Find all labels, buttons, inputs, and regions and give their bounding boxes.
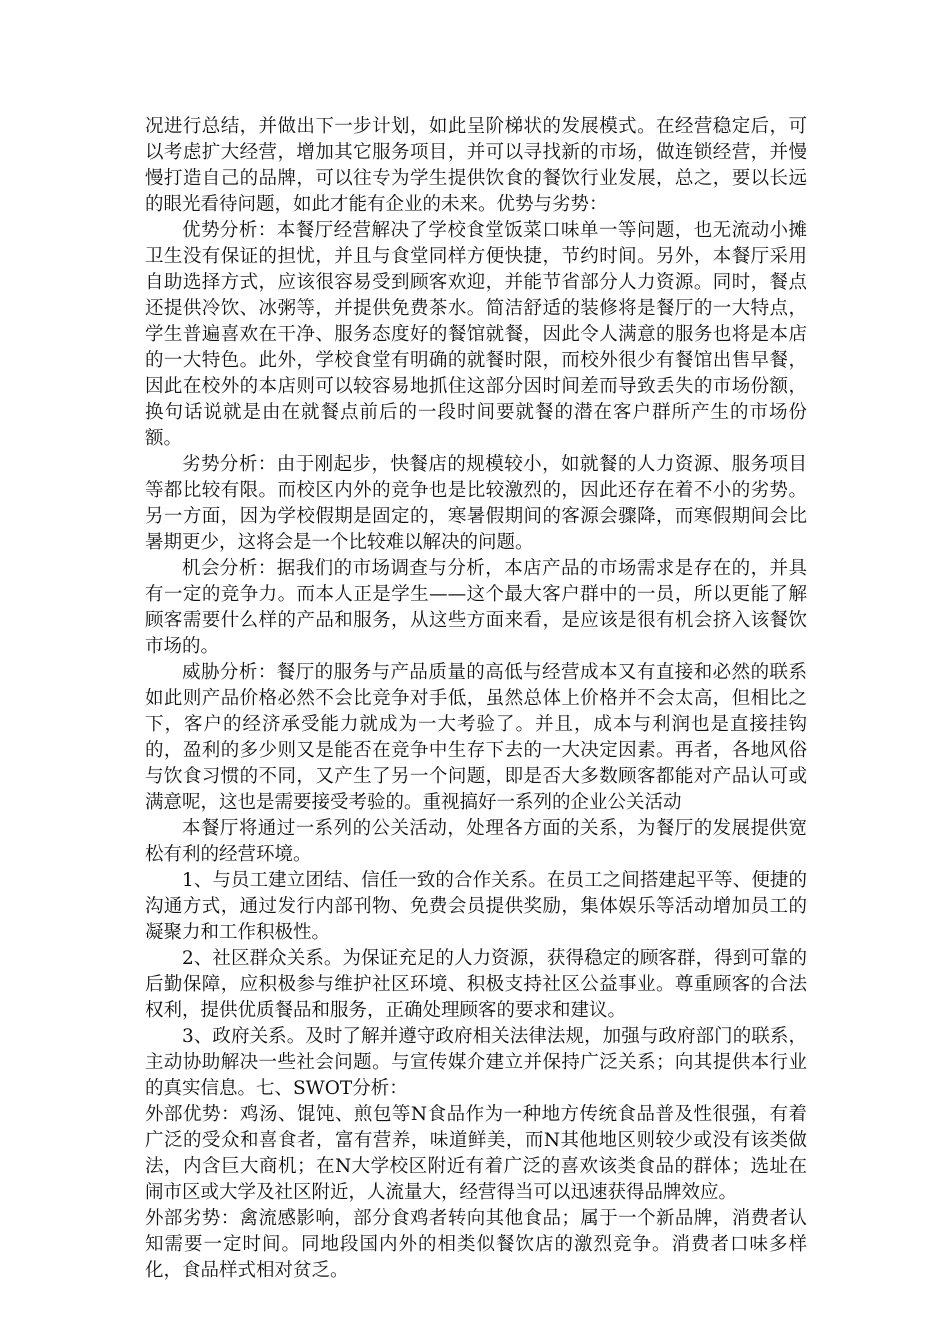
paragraph-government-relations: 3、政府关系。及时了解并遵守政府相关法律法规，加强与政府部门的联系，主动协助解决一些社会问题。与宣传媒介建立并保持广泛关系；向其提供本行业的真实信息。七、SWOT分析： (145, 1026, 807, 1099)
paragraph-community-relations: 2、社区群众关系。为保证充足的人力资源，获得稳定的顾客群，得到可靠的后勤保障，应积极参与维护社区环境、积极支持社区公益事业。尊重顾客的合法权利，提供优质餐品和服务，正确处理顾客的要求和建议。 (145, 948, 807, 1021)
paragraph-external-strengths: 外部优势：鸡汤、馄饨、煎包等N食品作为一种地方传统食品普及性很强，有着广泛的受众和喜食者，富有营养，味道鲜美，而N其他地区则较少或没有该类做法，内含巨大商机；在N大学校区附近有着广泛的喜欢该类食品的群体；选址在闹市区或大学及社区附近，人流量大，经营得当可以迅速获得品牌效应。 (145, 1104, 807, 1203)
paragraph-threat-analysis: 威胁分析：餐厅的服务与产品质量的高低与经营成本又有直接和必然的联系如此则产品价格必然不会比竞争对手低，虽然总体上价格并不会太高，但相比之下，客户的经济承受能力就成为一大考验了。并且，成本与利润也是直接挂钩的，盈利的多少则又是能否在竞争中生存下去的一大决定因素。再者，各地风俗与饮食习惯的不同，又产生了另一个问题，即是否大多数顾客都能对产品认可或满意呢，这也是需要接受考验的。重视搞好一系列的企业公关活动 (145, 662, 807, 813)
paragraph-external-weaknesses: 外部劣势：禽流感影响，部分食鸡者转向其他食品；属于一个新品牌，消费者认知需要一定时间。同地段国内外的相类似餐饮店的激烈竞争。消费者口味多样化，食品样式相对贫乏。 (145, 1208, 807, 1281)
paragraph-weakness-analysis: 劣势分析：由于刚起步，快餐店的规模较小，如就餐的人力资源、服务项目等都比较有限。而校区内外的竞争也是比较激烈的，因此还存在着不小的劣势。另一方面，因为学校假期是固定的，寒暑假期间的客源会骤降，而寒假期间会比暑期更少，这将会是一个比较难以解决的问题。 (145, 454, 807, 553)
paragraph-employee-relations: 1、与员工建立团结、信任一致的合作关系。在员工之间搭建起平等、便捷的沟通方式，通过发行内部刊物、免费会员提供奖励，集体娱乐等活动增加员工的凝聚力和工作积极性。 (145, 870, 807, 943)
paragraph-public-relations-intro: 本餐厅将通过一系列的公关活动，处理各方面的关系，为餐厅的发展提供宽松有利的经营环境。 (145, 818, 807, 865)
paragraph-strength-analysis: 优势分析：本餐厅经营解决了学校食堂饭菜口味单一等问题，也无流动小摊卫生没有保证的担忧，并且与食堂同样方便快捷，节约时间。另外，本餐厅采用自助选择方式，应该很容易受到顾客欢迎，并能节省部分人力资源。同时，餐点还提供冷饮、冰粥等，并提供免费茶水。简洁舒适的装修将是餐厅的一大特点，学生普遍喜欢在干净、服务态度好的餐馆就餐，因此令人满意的服务也将是本店的一大特色。此外，学校食堂有明确的就餐时限，而校外很少有餐馆出售早餐，因此在校外的本店则可以较容易地抓住这部分因时间差而导致丢失的市场份额，换句话说就是由在就餐点前后的一段时间要就餐的潜在客户群所产生的市场份额。 (145, 220, 807, 449)
document-page (145, 114, 807, 1284)
paragraph-summary-plan: 况进行总结，并做出下一步计划，如此呈阶梯状的发展模式。在经营稳定后，可以考虑扩大经营，增加其它服务项目，并可以寻找新的市场，做连锁经营，并慢慢打造自己的品牌，可以往专为学生提供饮食的餐饮行业发展，总之，要以长远的眼光看待问题，如此才能有企业的未来。优势与劣势： (145, 116, 807, 215)
paragraph-opportunity-analysis: 机会分析：据我们的市场调查与分析，本店产品的市场需求是存在的，并具有一定的竞争力。而本人正是学生——这个最大客户群中的一员，所以更能了解顾客需要什么样的产品和服务，从这些方面来看，是应该是很有机会挤入该餐饮市场的。 (145, 558, 807, 657)
